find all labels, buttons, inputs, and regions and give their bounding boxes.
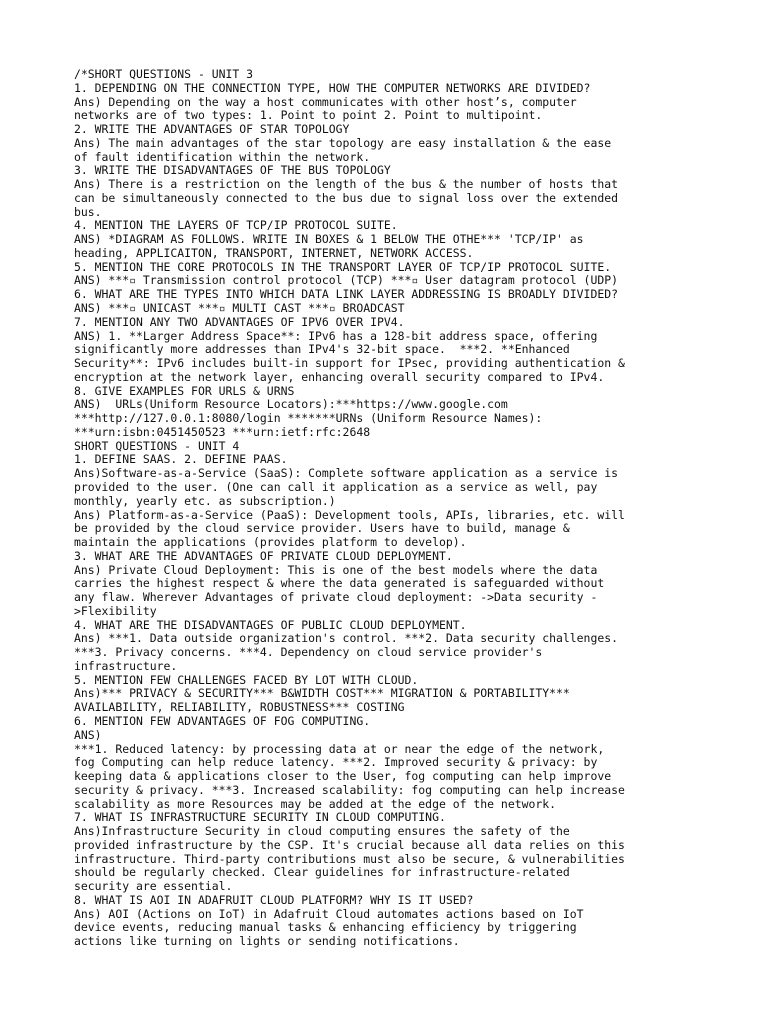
text-line: 6. MENTION FEW ADVANTAGES OF FOG COMPUTING.: [74, 713, 371, 728]
text-line: provided infrastructure by the CSP. It's crucial because all data relies on this: [74, 837, 625, 852]
text-line: ANS) 1. **Larger Address Space**: IPv6 has a 128-bit address space, offering: [74, 328, 598, 343]
text-line: ANS) ***▫ UNICAST ***▫ MULTI CAST ***▫ BROADCAST: [74, 301, 405, 316]
text-line: ANS) *DIAGRAM AS FOLLOWS. WRITE IN BOXES & 1 BELOW THE OTHE*** 'TCP/IP' as: [74, 232, 584, 247]
text-line: device events, reducing manual tasks & enhancing efficiency by triggering: [74, 920, 577, 935]
text-line: Ans) Platform-as-a-Service (PaaS): Development tools, APIs, libraries, etc. will: [74, 507, 625, 522]
text-line: Ans)Infrastructure Security in cloud computing ensures the safety of the: [74, 824, 570, 839]
text-line: actions like turning on lights or sending notifications.: [74, 934, 460, 949]
text-line: 2. WRITE THE ADVANTAGES OF STAR TOPOLOGY: [74, 122, 350, 137]
text-line: can be simultaneously connected to the bus due to signal loss over the extended: [74, 190, 618, 205]
text-line: Ans) AOI (Actions on IoT) in Adafruit Cloud automates actions based on IoT: [74, 906, 584, 921]
text-line: 8. WHAT IS AOI IN ADAFRUIT CLOUD PLATFORM? WHY IS IT USED?: [74, 892, 474, 907]
text-line: security & privacy. ***3. Increased scalability: fog computing can help increase: [74, 782, 625, 797]
text-line: 1. DEPENDING ON THE CONNECTION TYPE, HOW THE COMPUTER NETWORKS ARE DIVIDED?: [74, 80, 591, 95]
text-line: Ans) There is a restriction on the length of the bus & the number of hosts that: [74, 177, 618, 192]
text-line: Ans) Private Cloud Deployment: This is one of the best models where the data: [74, 562, 598, 577]
text-line: bus.: [74, 204, 102, 219]
text-line: should be regularly checked. Clear guidelines for infrastructure-related: [74, 865, 570, 880]
text-line: Ans) ***1. Data outside organization's control. ***2. Data security challenges.: [74, 631, 618, 646]
text-line: ***3. Privacy concerns. ***4. Dependency on cloud service provider's: [74, 645, 543, 660]
text-line: any flaw. Wherever Advantages of private cloud deployment: ->Data security -: [74, 590, 598, 605]
text-line: ***urn:isbn:0451450523 ***urn:ietf:rfc:2648: [74, 424, 371, 439]
text-line: encryption at the network layer, enhancing overall security compared to IPv4.: [74, 369, 605, 384]
text-line: fog Computing can help reduce latency. ***2. Improved security & privacy: by: [74, 755, 598, 770]
text-line: heading, APPLICAITON, TRANSPORT, INTERNET, NETWORK ACCESS.: [74, 245, 474, 260]
text-line: 3. WRITE THE DISADVANTAGES OF THE BUS TOPOLOGY: [74, 163, 391, 178]
text-line: 4. WHAT ARE THE DISADVANTAGES OF PUBLIC CLOUD DEPLOYMENT.: [74, 617, 467, 632]
text-line: 5. MENTION THE CORE PROTOCOLS IN THE TRANSPORT LAYER OF TCP/IP PROTOCOL SUITE.: [74, 259, 612, 274]
text-line: Ans)*** PRIVACY & SECURITY*** B&WIDTH COST*** MIGRATION & PORTABILITY***: [74, 686, 570, 701]
text-line: carries the highest respect & where the data generated is safeguarded without: [74, 576, 605, 591]
text-line: Ans)Software-as-a-Service (SaaS): Complete software application as a service is: [74, 466, 618, 481]
text-line: maintain the applications (provides platform to develop).: [74, 535, 467, 550]
text-line: significantly more addresses than IPv4's 32-bit space. ***2. **Enhanced: [74, 342, 570, 357]
text-line: 3. WHAT ARE THE ADVANTAGES OF PRIVATE CLOUD DEPLOYMENT.: [74, 548, 453, 563]
text-line: infrastructure. Third-party contributions must also be secure, & vulnerabilities: [74, 851, 625, 866]
text-line: security are essential.: [74, 879, 233, 894]
text-line: 1. DEFINE SAAS. 2. DEFINE PAAS.: [74, 452, 288, 467]
text-line: of fault identification within the network.: [74, 149, 371, 164]
text-line: 4. MENTION THE LAYERS OF TCP/IP PROTOCOL SUITE.: [74, 218, 398, 233]
text-line: Security**: IPv6 includes built-in support for IPsec, providing authentication &: [74, 356, 625, 371]
text-line: keeping data & applications closer to the User, fog computing can help improve: [74, 769, 612, 784]
text-line: SHORT QUESTIONS - UNIT 4: [74, 438, 240, 453]
text-line: ***1. Reduced latency: by processing data at or near the edge of the network,: [74, 741, 605, 756]
text-line: ANS) URLs(Uniform Resource Locators):***https://www.google.com: [74, 397, 508, 412]
text-line: ***http://127.0.0.1:8080/login *******URNs (Uniform Resource Names):: [74, 411, 543, 426]
text-line: monthly, yearly etc. as subscription.): [74, 493, 336, 508]
text-line: networks are of two types: 1. Point to point 2. Point to multipoint.: [74, 108, 543, 123]
text-line: ANS) ***▫ Transmission control protocol (TCP) ***▫ User datagram protocol (UDP): [74, 273, 618, 288]
text-line: Ans) Depending on the way a host communicates with other host’s, computer: [74, 94, 577, 109]
text-line: infrastructure.: [74, 658, 178, 673]
text-line: ANS): [74, 727, 102, 742]
text-line: 5. MENTION FEW CHALLENGES FACED BY LOT WITH CLOUD.: [74, 672, 419, 687]
text-line: Ans) The main advantages of the star topology are easy installation & the ease: [74, 135, 612, 150]
document-body: [74, 68, 754, 949]
text-line: >Flexibility: [74, 603, 157, 618]
text-line: scalability as more Resources may be added at the edge of the network.: [74, 796, 557, 811]
text-line: provided to the user. (One can call it application as a service as well, pay: [74, 479, 598, 494]
text-line: AVAILABILITY, RELIABILITY, ROBUSTNESS*** COSTING: [74, 700, 405, 715]
text-line: be provided by the cloud service provider. Users have to build, manage &: [74, 521, 570, 536]
text-line: /*SHORT QUESTIONS - UNIT 3: [74, 67, 254, 81]
text-line: 7. MENTION ANY TWO ADVANTAGES OF IPV6 OVER IPV4.: [74, 314, 405, 329]
text-line: 8. GIVE EXAMPLES FOR URLS & URNS: [74, 383, 295, 398]
text-line: 6. WHAT ARE THE TYPES INTO WHICH DATA LINK LAYER ADDRESSING IS BROADLY DIVIDED?: [74, 287, 618, 302]
text-line: 7. WHAT IS INFRASTRUCTURE SECURITY IN CLOUD COMPUTING.: [74, 810, 446, 825]
